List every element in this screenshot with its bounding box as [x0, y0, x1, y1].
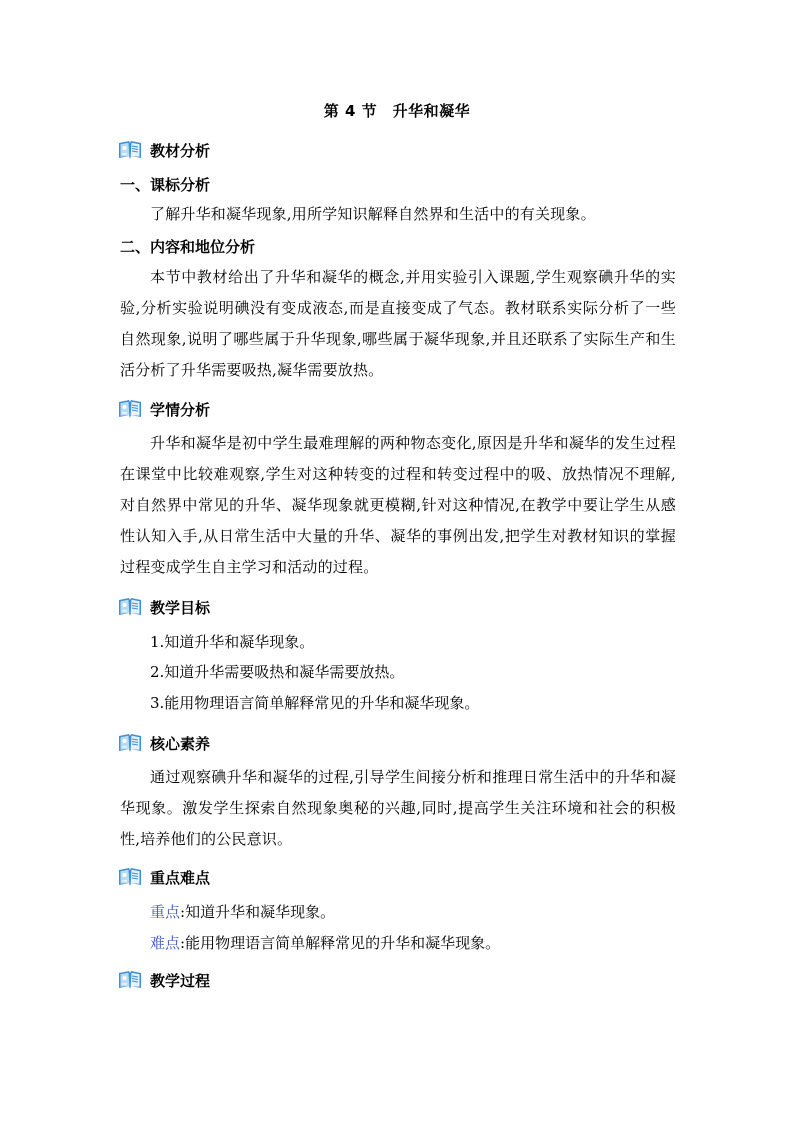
subheading-standard: 一、课标分析 — [120, 176, 211, 194]
focus-label: 重点 — [150, 903, 181, 921]
section-students — [118, 396, 210, 422]
paragraph-standard: 了解升华和凝华现象,用所学知识解释自然界和生活中的有关现象。 — [150, 205, 596, 223]
section-students-label: 学情分析 — [150, 400, 211, 419]
section-analysis-label: 教材分析 — [150, 141, 211, 160]
section-goals — [118, 594, 210, 620]
paragraph-core: 通过观察碘升华和凝华的过程,引导学生间接分析和推理日常生活中的升华和凝华现象。激发学生探索自然现象奥秘的兴趣,同时,提高学生关注环境和社会的积极性,培养他们的公民意识。 — [120, 768, 676, 848]
paragraph-students: 升华和凝华是初中学生最难理解的两种物态变化,原因是升华和凝华的发生过程在课堂中比较难观察,学生对这种转变的过程和转变过程中的吸、放热情况不理解,对自然界中常见的升华、凝华现象就更模糊,针对这种情况,在教学中要让学生从感性认知入手,从日常生活中大量的升华、凝华的事例出发,把学生对教材知识的掌握过程变成学生自主学习和活动的过程。 — [120, 434, 676, 576]
section-key — [118, 864, 210, 890]
page-title: 第 4 节 升华和凝华 — [323, 102, 471, 120]
focus-text: :知道升华和凝华现象。 — [180, 903, 336, 921]
paragraph-content: 本节中教材给出了升华和凝华的概念,并用实验引入课题,学生观察碘升华的实验,分析实验说明碘没有变成液态,而是直接变成了气态。教材联系实际分析了一些自然现象,说明了哪些属于升华现象,哪些属于凝华现象,并且还联系了实际生产和生活分析了升华需要吸热,凝华需要放热。 — [120, 268, 676, 379]
section-process — [118, 967, 210, 993]
book-icon — [118, 969, 142, 991]
book-icon — [118, 596, 142, 618]
difficulty-text: :能用物理语言简单解释常见的升华和凝华现象。 — [180, 934, 501, 952]
section-core — [118, 730, 210, 756]
section-core-label: 核心素养 — [150, 734, 211, 753]
goal-item: 3.能用物理语言简单解释常见的升华和凝华现象。 — [150, 694, 480, 712]
section-key-label: 重点难点 — [150, 868, 211, 887]
section-process-label: 教学过程 — [150, 971, 211, 990]
book-icon — [118, 732, 142, 754]
book-icon — [118, 866, 142, 888]
subheading-content: 二、内容和地位分析 — [120, 238, 256, 256]
focus-line — [150, 902, 335, 922]
difficulty-label: 难点 — [150, 934, 181, 952]
difficulty-line — [150, 933, 500, 953]
goal-item: 2.知道升华需要吸热和凝华需要放热。 — [150, 663, 405, 681]
book-icon — [118, 139, 142, 161]
book-icon — [118, 398, 142, 420]
goal-item: 1.知道升华和凝华现象。 — [150, 633, 315, 651]
section-analysis — [118, 137, 210, 163]
section-goals-label: 教学目标 — [150, 598, 211, 617]
